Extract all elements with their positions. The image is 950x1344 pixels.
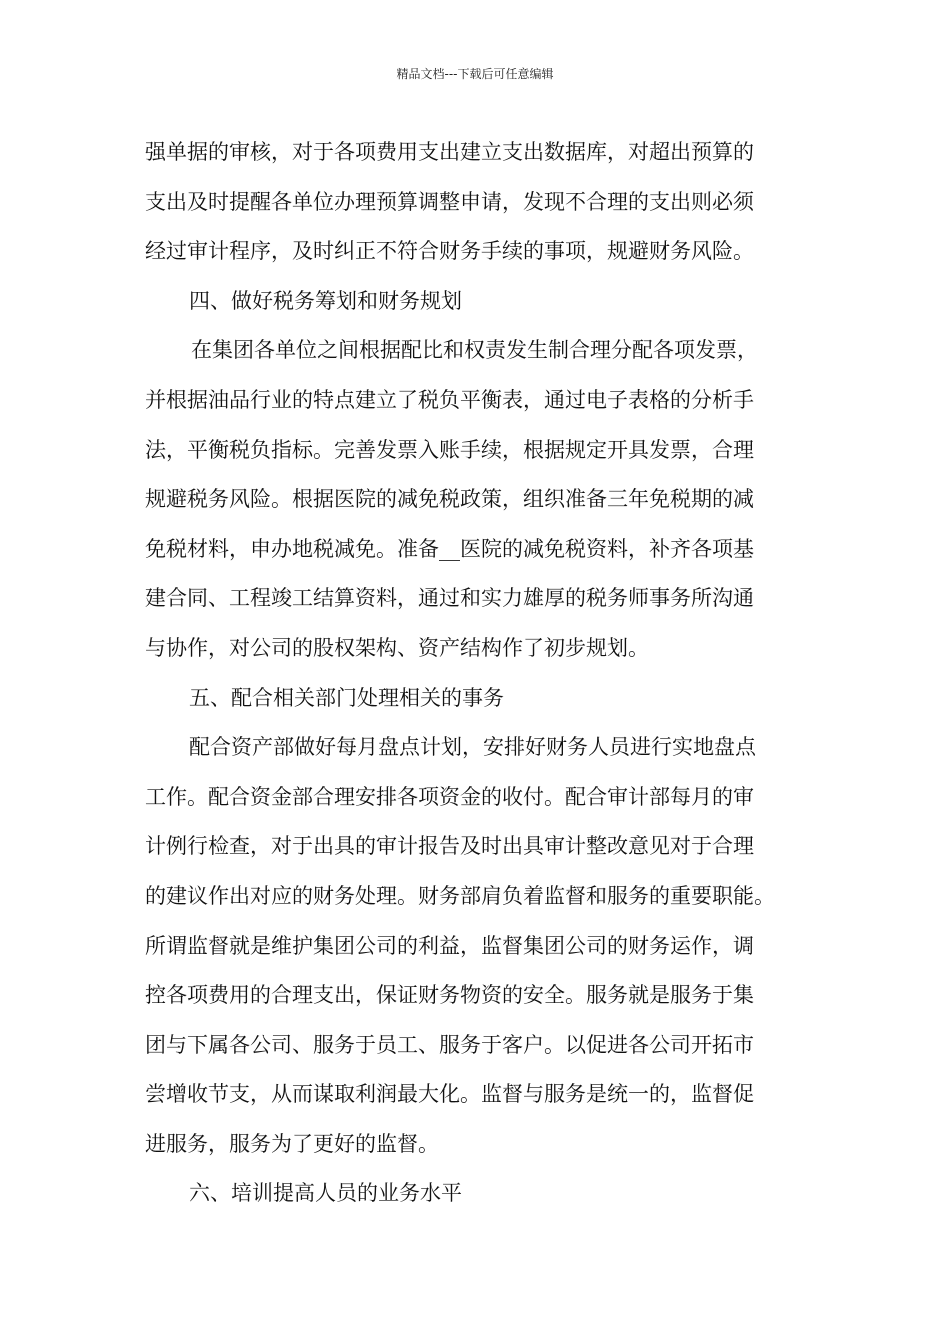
document-body <box>145 128 820 1219</box>
paragraph-line: 配合资产部做好每月盘点计划，安排好财务人员进行实地盘点 <box>189 735 756 760</box>
paragraph-line: 团与下属各公司、服务于员工、服务于客户。以促进各公司开拓市 <box>145 1032 754 1057</box>
paragraph-line: 支出及时提醒各单位办理预算调整申请，发现不合理的支出则必须 <box>145 189 754 214</box>
section-heading: 六、培训提高人员的业务水平 <box>189 1181 462 1206</box>
paragraph-line: 建合同、工程竣工结算资料，通过和实力雄厚的税务师事务所沟通 <box>145 586 754 611</box>
paragraph-line: 与协作，对公司的股权架构、资产结构作了初步规划。 <box>145 635 649 660</box>
paragraph-line: 计例行检查，对于出具的审计报告及时出具审计整改意见对于合理 <box>145 834 754 859</box>
page-header: 精品文档---下载后可任意编辑 <box>396 67 554 81</box>
paragraph-line: 法，平衡税负指标。完善发票入账手续，根据规定开具发票，合理 <box>145 437 754 462</box>
paragraph-line: 进服务，服务为了更好的监督。 <box>145 1131 439 1156</box>
paragraph-line: 免税材料，申办地税减免。准备__医院的减免税资料，补齐各项基 <box>145 536 754 561</box>
paragraph-line: 并根据油品行业的特点建立了税负平衡表，通过电子表格的分析手 <box>145 387 754 412</box>
section-heading: 五、配合相关部门处理相关的事务 <box>189 685 504 710</box>
paragraph-line: 经过审计程序，及时纠正不符合财务手续的事项，规避财务风险。 <box>145 239 754 264</box>
paragraph-line: 在集团各单位之间根据配比和权责发生制合理分配各项发票， <box>191 338 758 363</box>
paragraph-line: 尝增收节支，从而谋取利润最大化。监督与服务是统一的，监督促 <box>145 1082 754 1107</box>
paragraph-line: 工作。配合资金部合理安排各项资金的收付。配合审计部每月的审 <box>145 784 754 809</box>
paragraph-line: 的建议作出对应的财务处理。财务部肩负着监督和服务的重要职能。 <box>145 883 775 908</box>
paragraph-line: 控各项费用的合理支出，保证财务物资的安全。服务就是服务于集 <box>145 983 754 1008</box>
paragraph-line: 规避税务风险。根据医院的减免税政策，组织准备三年免税期的减 <box>145 487 754 512</box>
paragraph-line: 所谓监督就是维护集团公司的利益，监督集团公司的财务运作，调 <box>145 933 754 958</box>
section-heading: 四、做好税务筹划和财务规划 <box>189 288 462 313</box>
paragraph-line: 强单据的审核，对于各项费用支出建立支出数据库，对超出预算的 <box>145 140 754 164</box>
